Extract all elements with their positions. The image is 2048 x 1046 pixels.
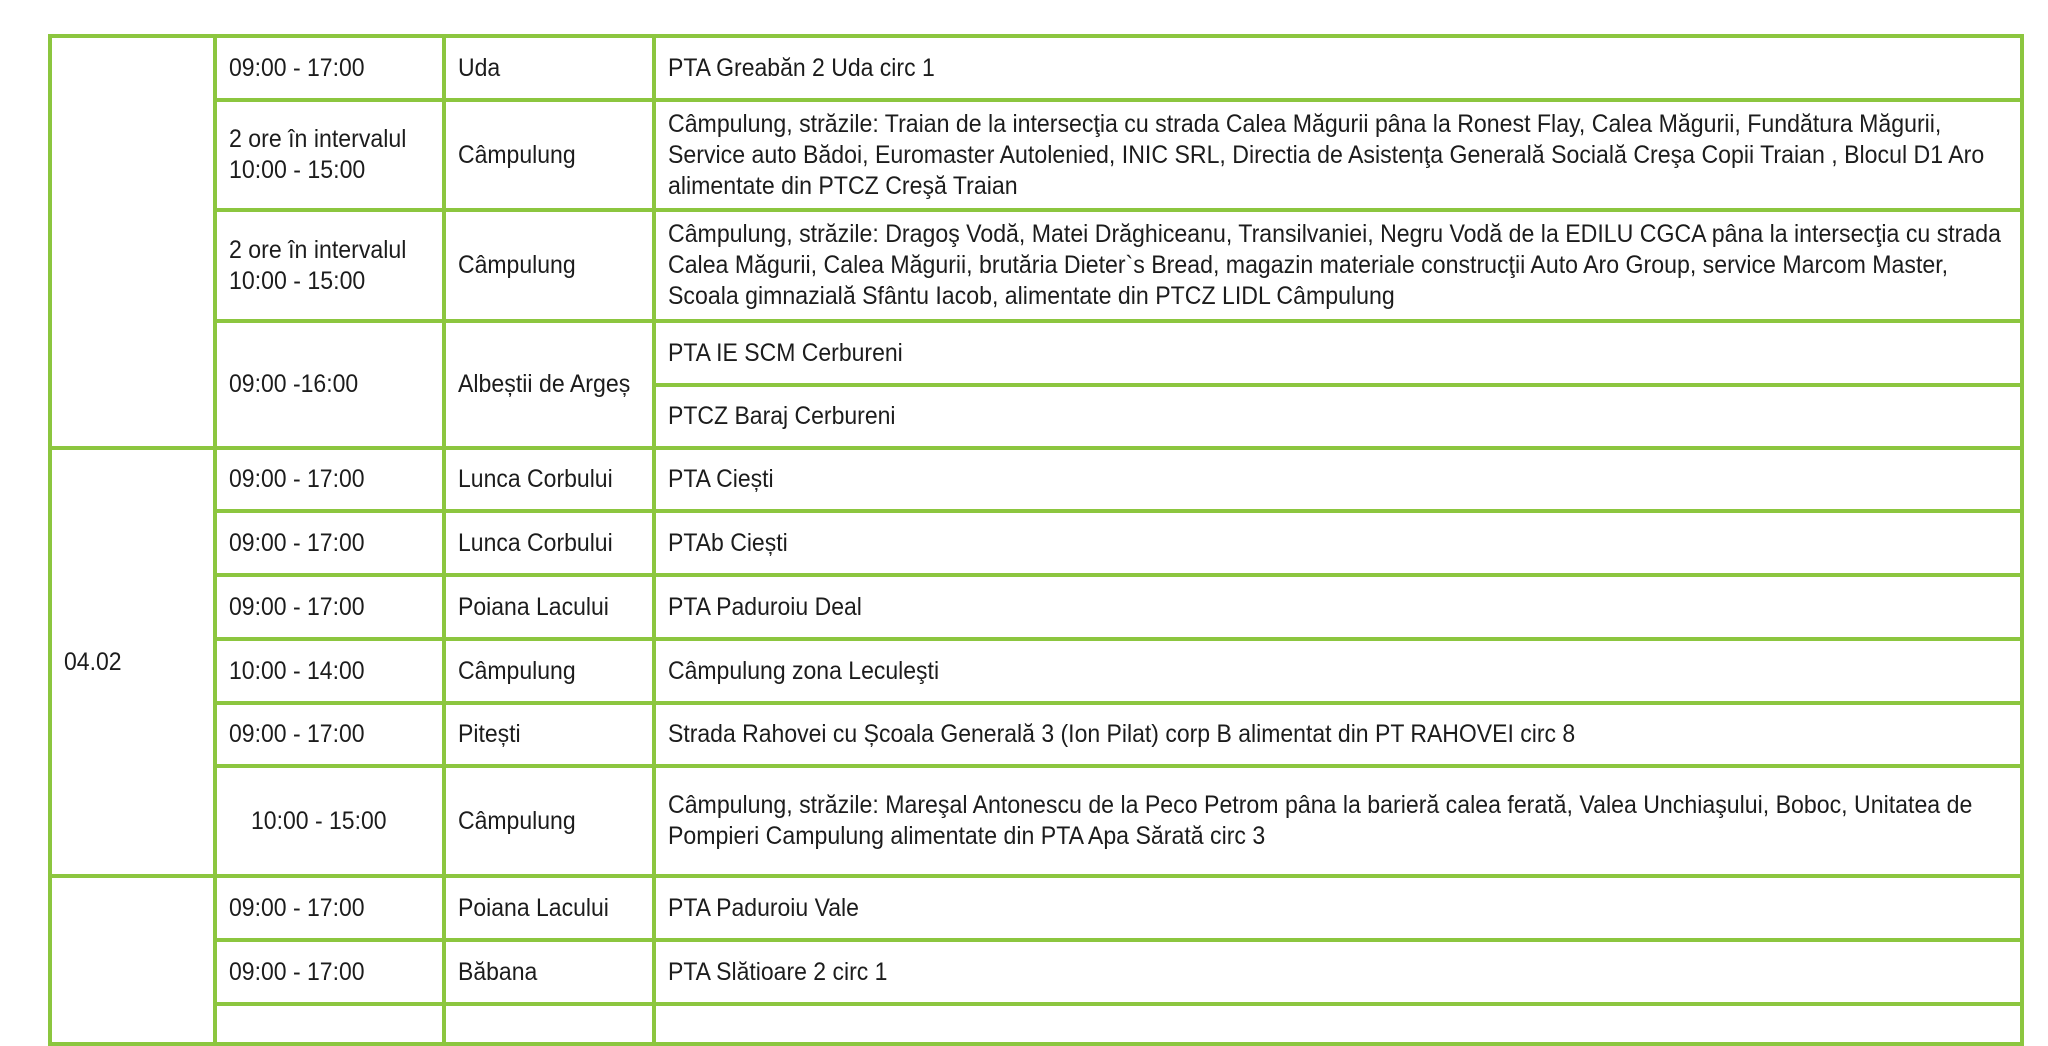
table-row <box>50 876 2022 940</box>
locality-cell: Poiana Lacului <box>444 876 654 940</box>
locality-cell: Uda <box>444 36 654 100</box>
date-cell-empty <box>50 36 215 448</box>
time-interval-cell: 09:00 - 17:00 <box>215 448 444 511</box>
affected-area-cell: PTA IE SCM Cerbureni <box>654 321 2022 385</box>
time-interval-cell: 2 ore în intervalul 10:00 - 15:00 <box>215 210 444 321</box>
affected-area-cell: Câmpulung, străzile: Dragoş Vodă, Matei Drăghiceanu, Transilvaniei, Negru Vodă de la EDILU CGCA pâna la intersecţia cu strada Calea Măgurii, Calea Măgurii, brutăria Dieter`s Bread, magazin materiale construcţii Auto Aro Group, service Marcom Master, Scoala gimnazială Sfântu Iacob, alimentate din PTCZ LIDL Câmpulung <box>654 210 2022 321</box>
time-interval-cell: 09:00 -16:00 <box>215 321 444 448</box>
time-interval-cell: 09:00 - 17:00 <box>215 36 444 100</box>
outage-schedule-table <box>48 34 2024 1046</box>
locality-cell: Câmpulung <box>444 639 654 703</box>
table-row <box>50 703 2022 766</box>
table-row <box>50 511 2022 575</box>
affected-area-cell: Câmpulung, străzile: Mareşal Antonescu de la Peco Petrom pâna la barieră calea ferată, Valea Unchiaşului, Boboc, Unitatea de Pompieri Campulung alimentate din PTA Apa Sărată circ 3 <box>654 766 2022 876</box>
affected-area-cell: Câmpulung, străzile: Traian de la intersecţia cu strada Calea Măgurii pâna la Ronest Flay, Calea Măgurii, Fundătura Măgurii, Service auto Bădoi, Euromaster Autolenied, INIC SRL, Directia de Asistenţa Generală Socială Creşa Copii Traian , Blocul D1 Aro alimentate din PTCZ Creşă Traian <box>654 100 2022 210</box>
table-row <box>50 940 2022 1004</box>
affected-area-cell: PTA Slătioare 2 circ 1 <box>654 940 2022 1004</box>
locality-cell: Câmpulung <box>444 766 654 876</box>
locality-cell: Poiana Lacului <box>444 575 654 639</box>
affected-area-cell: PTA Paduroiu Vale <box>654 876 2022 940</box>
affected-area-cell <box>654 1004 2022 1044</box>
time-interval-cell <box>215 1004 444 1044</box>
table-row <box>50 100 2022 210</box>
locality-cell: Albeștii de Argeș <box>444 321 654 448</box>
table-row <box>50 575 2022 639</box>
affected-area-cell: Strada Rahovei cu Școala Generală 3 (Ion Pilat) corp B alimentat din PT RAHOVEI circ 8 <box>654 703 2022 766</box>
table-row <box>50 766 2022 876</box>
locality-cell: Câmpulung <box>444 210 654 321</box>
affected-area-cell: Câmpulung zona Leculeşti <box>654 639 2022 703</box>
locality-cell: Lunca Corbului <box>444 448 654 511</box>
table-row <box>50 321 2022 385</box>
time-interval-cell: 2 ore în intervalul 10:00 - 15:00 <box>215 100 444 210</box>
time-interval-cell: 09:00 - 17:00 <box>215 940 444 1004</box>
locality-cell: Băbana <box>444 940 654 1004</box>
affected-area-cell: PTA Paduroiu Deal <box>654 575 2022 639</box>
affected-area-cell: PTA Greabăn 2 Uda circ 1 <box>654 36 2022 100</box>
table-row <box>50 210 2022 321</box>
table-row <box>50 639 2022 703</box>
time-interval-cell: 09:00 - 17:00 <box>215 703 444 766</box>
table-row <box>50 36 2022 100</box>
affected-area-cell: PTAb Ciești <box>654 511 2022 575</box>
time-interval-cell: 10:00 - 15:00 <box>215 766 444 876</box>
time-interval-cell: 09:00 - 17:00 <box>215 575 444 639</box>
date-cell-empty <box>50 876 215 1044</box>
time-interval-cell: 09:00 - 17:00 <box>215 876 444 940</box>
affected-area-cell: PTA Ciești <box>654 448 2022 511</box>
locality-cell: Câmpulung <box>444 100 654 210</box>
locality-cell <box>444 1004 654 1044</box>
table-row-partial <box>50 1004 2022 1044</box>
table-row <box>50 448 2022 511</box>
locality-cell: Pitești <box>444 703 654 766</box>
time-interval-cell: 09:00 - 17:00 <box>215 511 444 575</box>
locality-cell: Lunca Corbului <box>444 511 654 575</box>
time-interval-cell: 10:00 - 14:00 <box>215 639 444 703</box>
date-cell: 04.02 <box>50 448 215 876</box>
affected-area-cell: PTCZ Baraj Cerbureni <box>654 385 2022 448</box>
